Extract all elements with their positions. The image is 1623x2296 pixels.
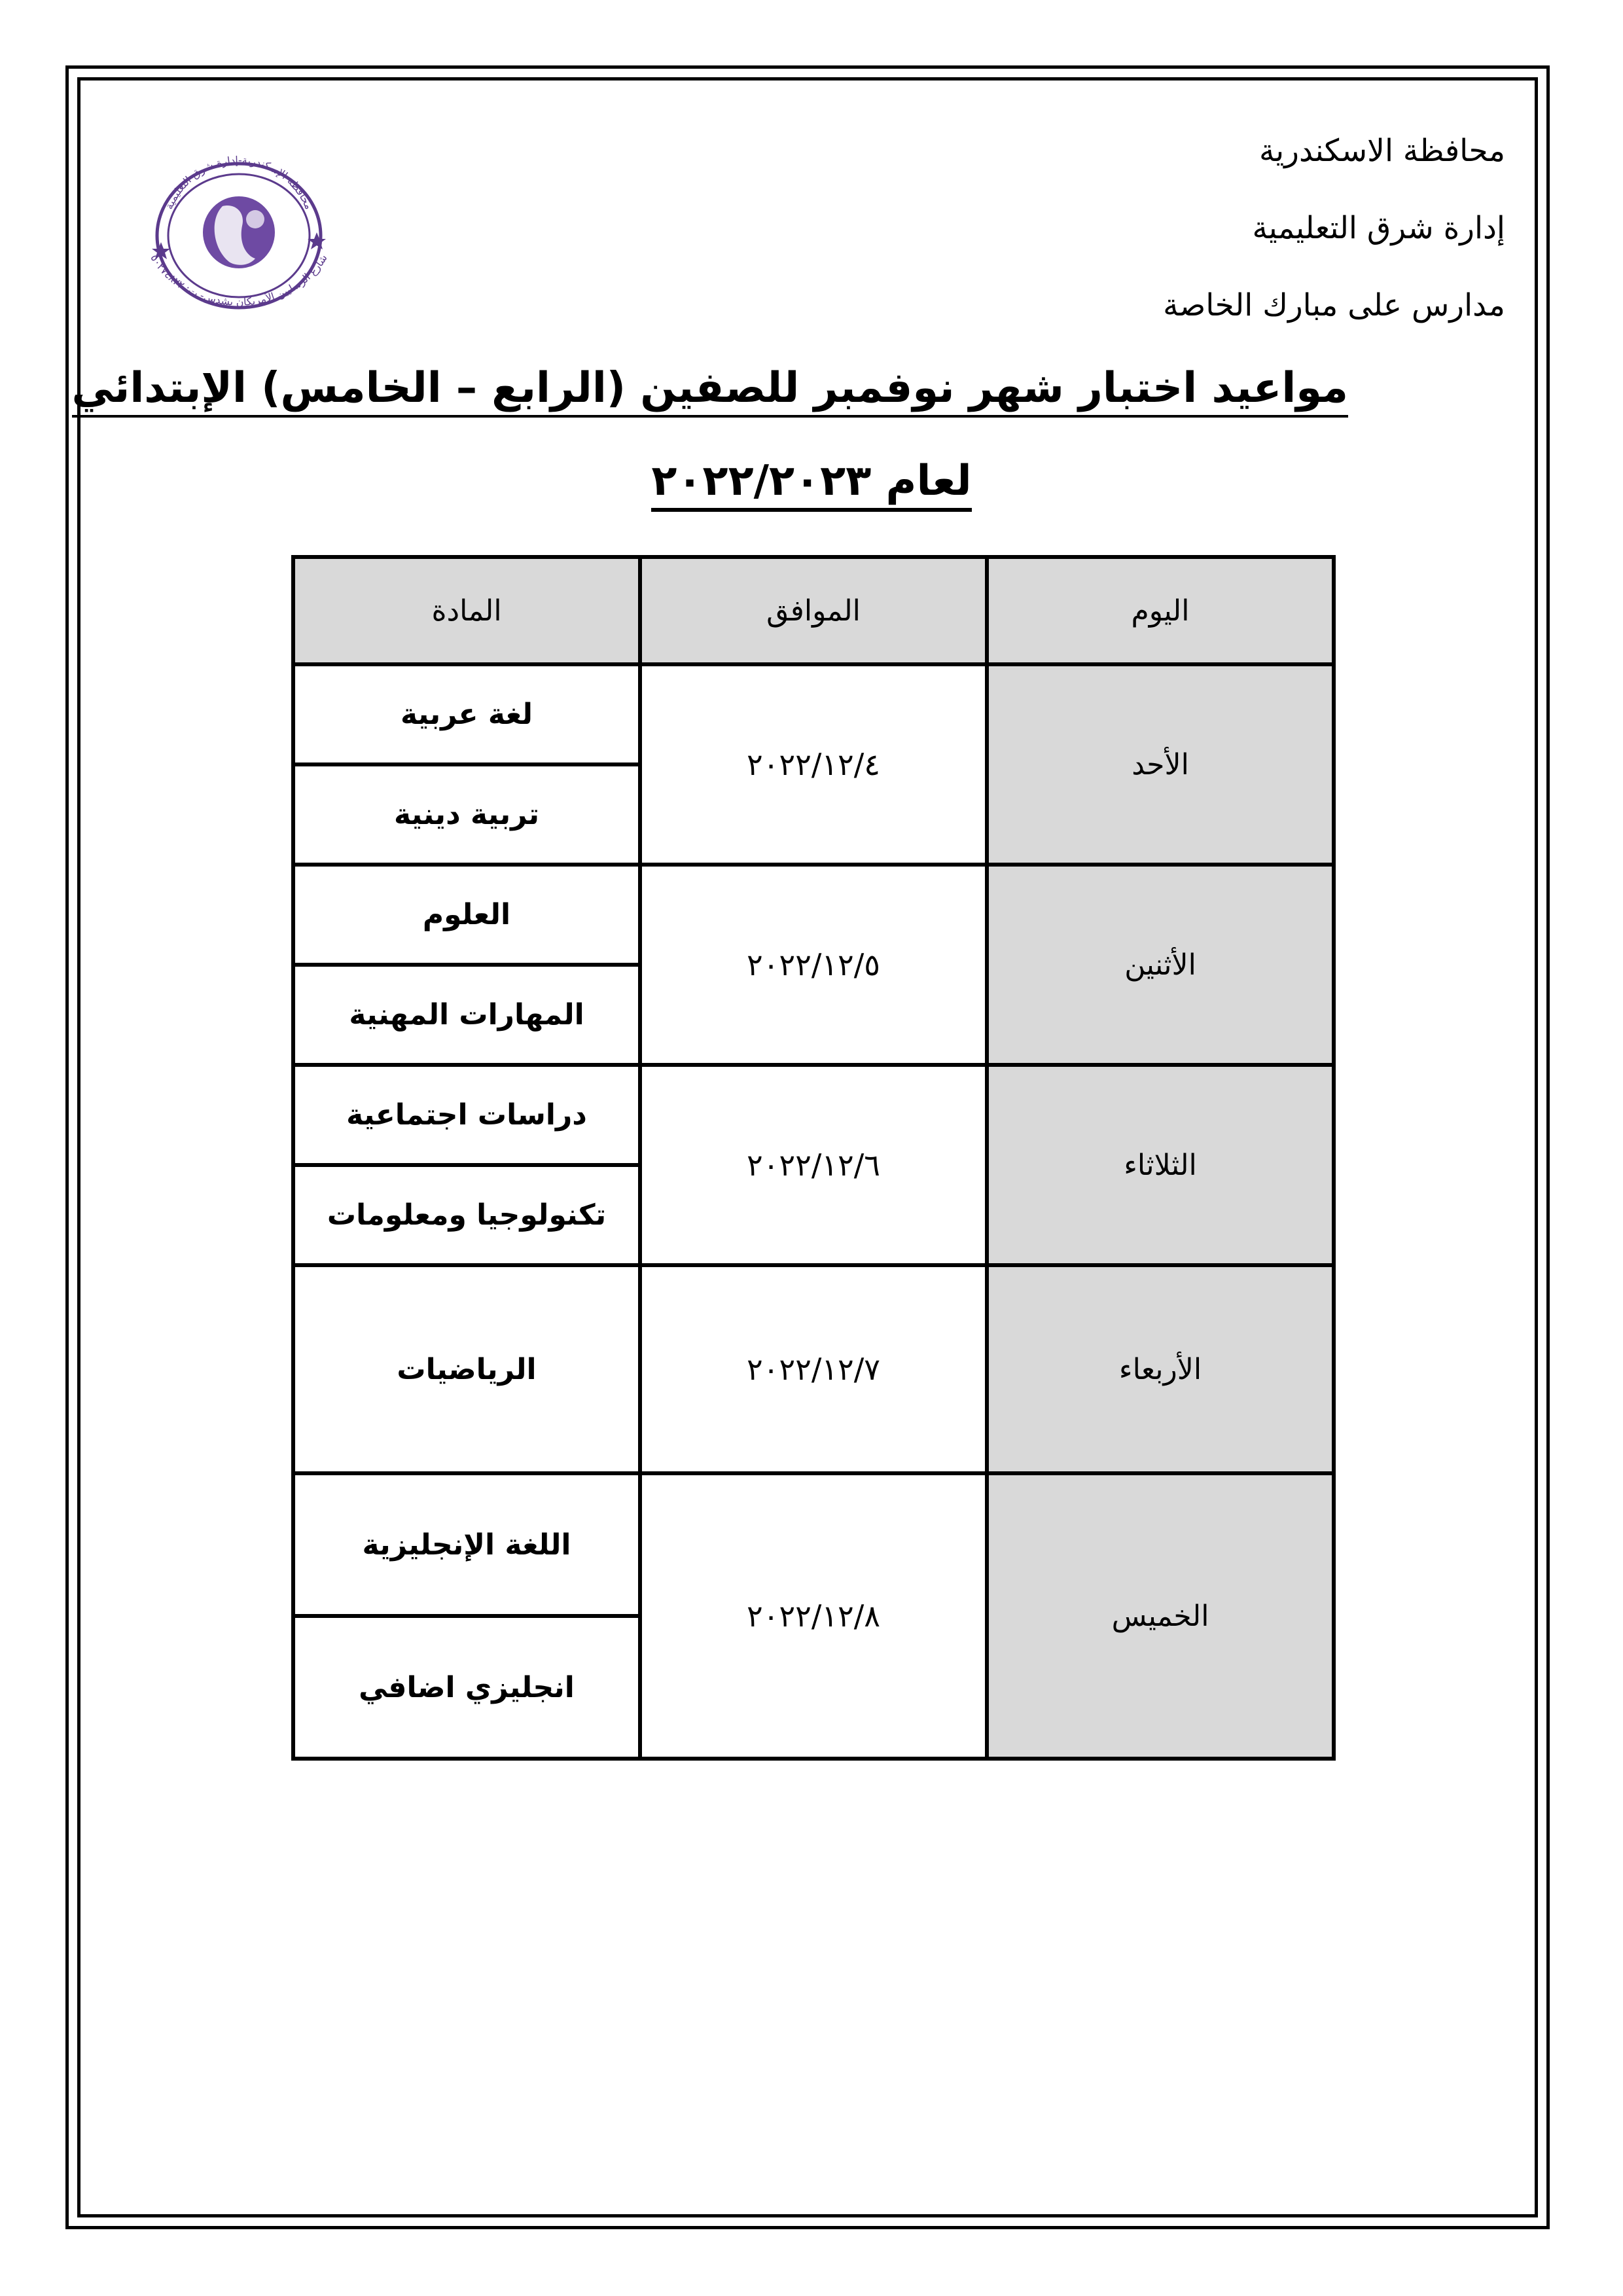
table-header-row [293, 557, 1334, 664]
day-cell: الثلاثاء [987, 1065, 1334, 1265]
school-header [916, 113, 1505, 344]
page-title [71, 359, 1348, 418]
header-date: الموافق [640, 557, 987, 664]
subject-cell: تكنولوجيا ومعلومات [293, 1165, 640, 1265]
governorate-line: محافظة الاسكندرية [1258, 133, 1505, 169]
subject-cell: تربية دينية [293, 764, 640, 865]
page-subtitle [524, 452, 1099, 511]
table-row [293, 865, 1334, 965]
subject-cell: لغة عربية [293, 664, 640, 764]
table-row [293, 664, 1334, 764]
day-cell: الأربعاء [987, 1265, 1334, 1473]
title-text: مواعيد اختبار شهر نوفمبر للصفين (الرابع – الخامس) الإبتدائي [72, 364, 1348, 418]
subject-cell: الرياضيات [293, 1265, 640, 1473]
subject-cell: المهارات المهنية [293, 965, 640, 1065]
date-cell: ٢٠٢٢/١٢/٥ [640, 865, 987, 1065]
subject-cell: دراسات اجتماعية [293, 1065, 640, 1165]
school-seal-logo [118, 128, 360, 344]
table-row [293, 1065, 1334, 1165]
header-subject: المادة [293, 557, 640, 664]
subject-cell: اللغة الإنجليزية [293, 1473, 640, 1616]
date-cell: ٢٠٢٢/١٢/٦ [640, 1065, 987, 1265]
subtitle-text: لعام ٢٠٢٢/٢٠٢٣ [651, 457, 971, 512]
date-cell: ٢٠٢٢/١٢/٧ [640, 1265, 987, 1473]
administration-line: إدارة شرق التعليمية [1252, 210, 1505, 246]
day-cell: الخميس [987, 1473, 1334, 1759]
table-row [293, 1473, 1334, 1616]
header-day: اليوم [987, 557, 1334, 664]
date-cell: ٢٠٢٢/١٢/٤ [640, 664, 987, 865]
table-row [293, 1265, 1334, 1473]
seal-top-text: محافظة الإسكندرية-إدارة شرق التعليمية [162, 154, 315, 211]
schools-line: مدارس على مبارك الخاصة [1163, 287, 1505, 323]
date-cell: ٢٠٢٢/١٢/٨ [640, 1473, 987, 1759]
seal-bottom-text: شارع الرسليين الأمريكان بشدس- ت: ٥٠٢٧٤٨٢٢ [148, 252, 330, 308]
subject-cell: العلوم [293, 865, 640, 965]
exam-schedule-table [291, 555, 1336, 1761]
subject-cell: انجليزي اضافي [293, 1616, 640, 1759]
day-cell: الأثنين [987, 865, 1334, 1065]
day-cell: الأحد [987, 664, 1334, 865]
